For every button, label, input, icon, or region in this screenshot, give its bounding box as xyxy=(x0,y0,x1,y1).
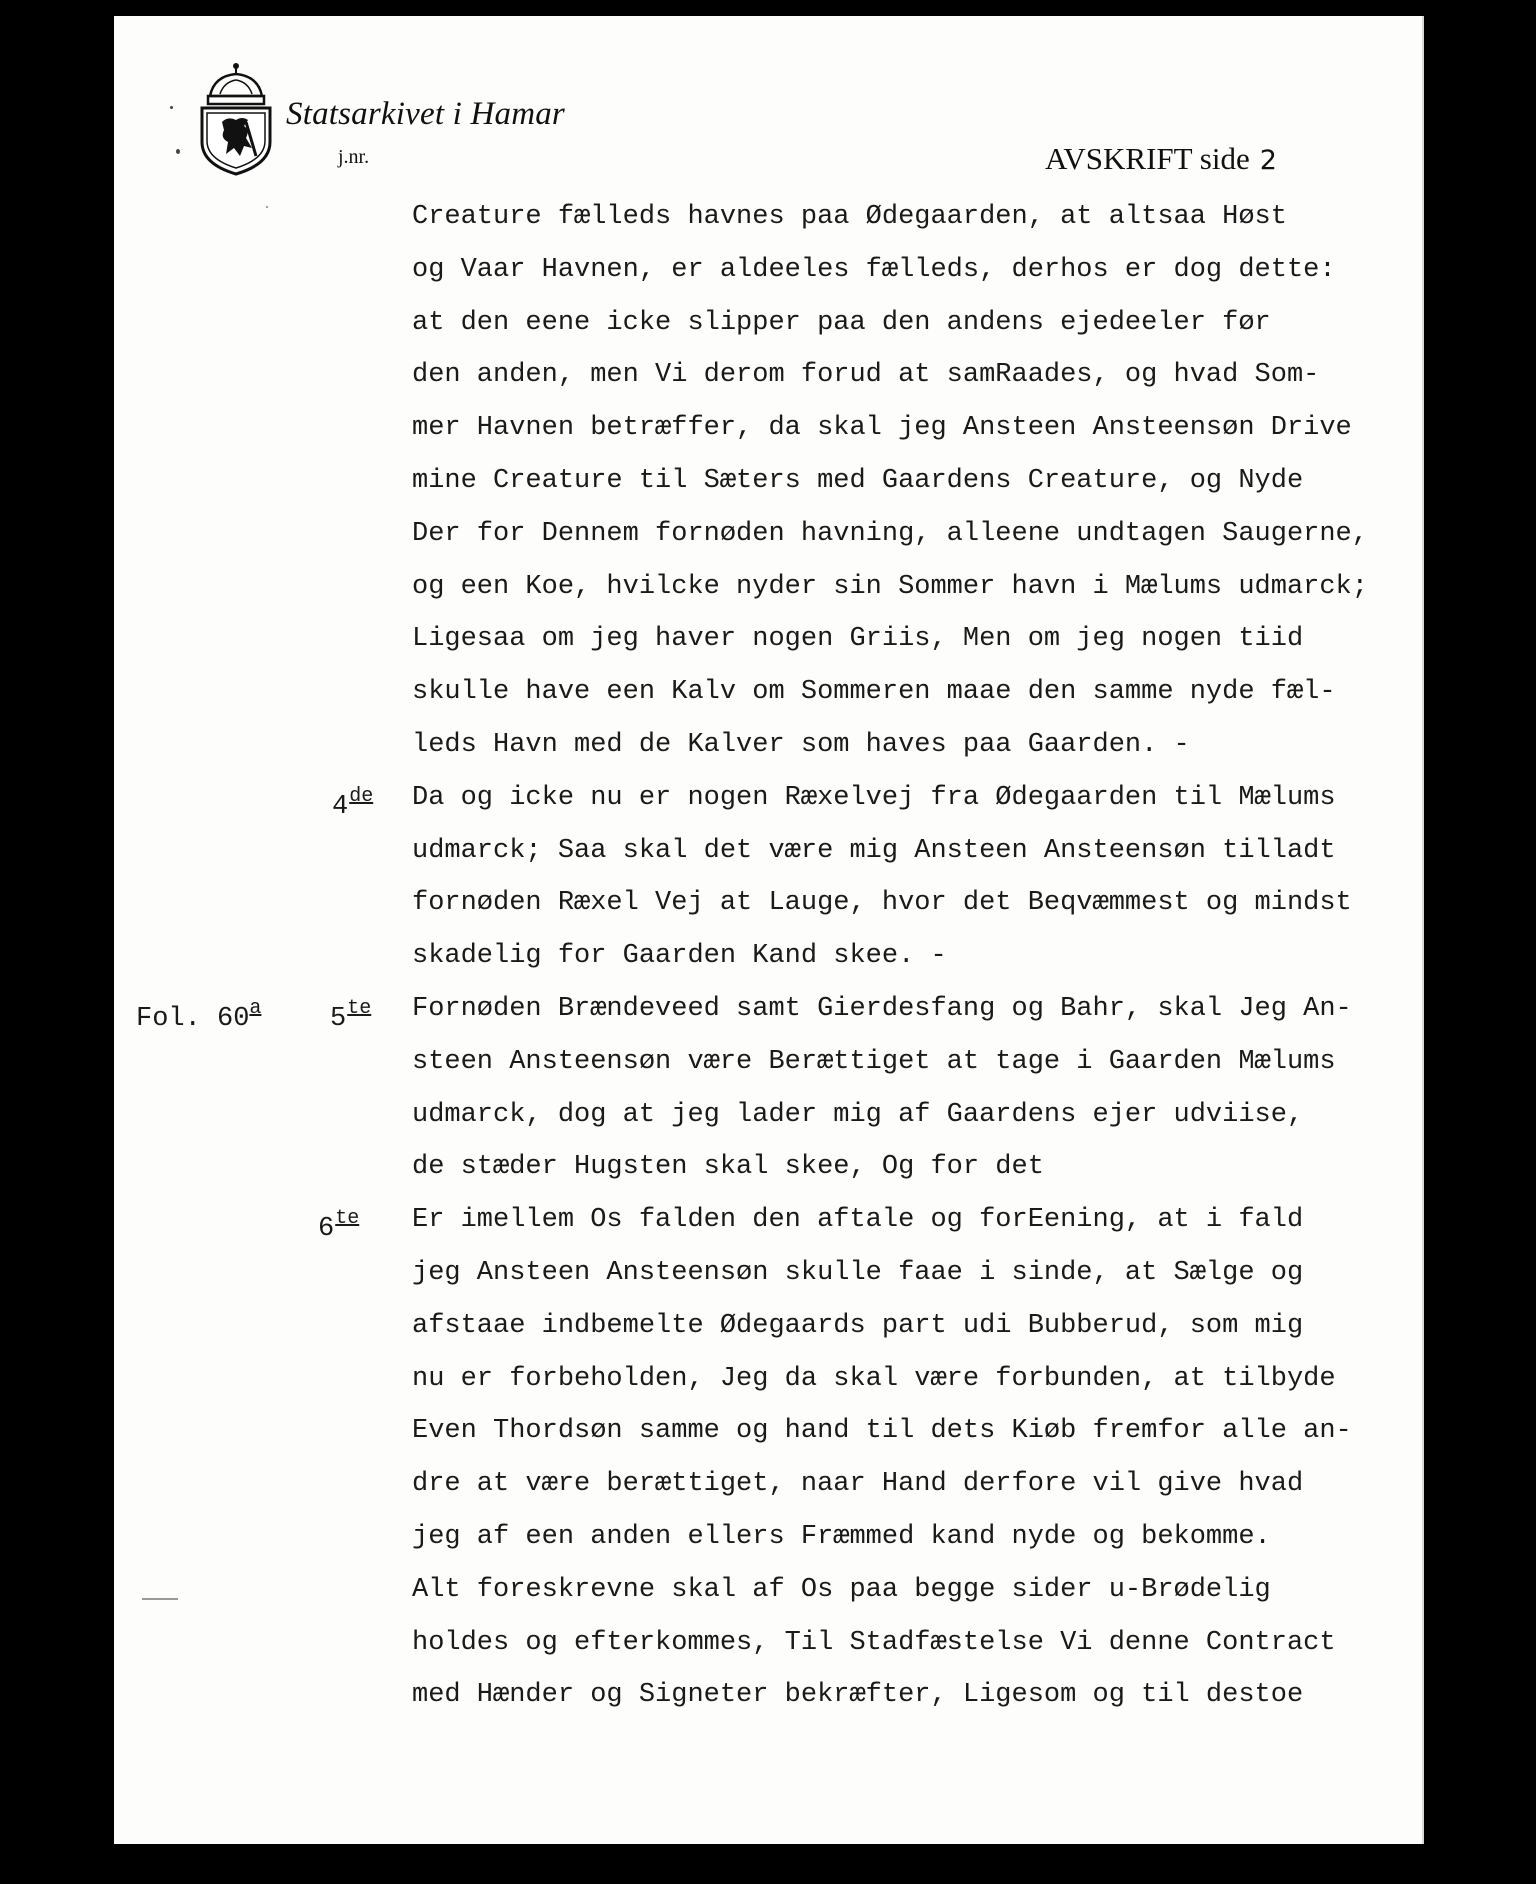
text-line: Alt foreskrevne skal af Os paa begge sider u-Brødelig xyxy=(412,1575,1271,1605)
scan-speck xyxy=(266,206,268,208)
text-line: dre at være berættiget, naar Hand derfore vil give hvad xyxy=(412,1469,1304,1499)
text-line: afstaae indbemelte Ødegaards part udi Bubberud, som mig xyxy=(412,1311,1304,1341)
scan-speck xyxy=(176,149,180,154)
text-line: Creature fælleds havnes paa Ødegaarden, at altsaa Høst xyxy=(412,202,1287,232)
avskrift-label: AVSKRIFT side xyxy=(1045,141,1250,176)
paragraph-marker-sup: te xyxy=(347,997,372,1020)
transcript-page-label xyxy=(1045,141,1277,177)
text-line: steen Ansteensøn være Berættiget at tage i Gaarden Mælums xyxy=(412,1047,1336,1077)
text-line: Da og icke nu er nogen Ræxelvej fra Ødegaarden til Mælums xyxy=(412,783,1336,813)
text-line: jeg Ansteen Ansteensøn skulle faae i sinde, at Sælge og xyxy=(412,1258,1304,1288)
margin-dash xyxy=(142,1598,178,1600)
text-line: at den eene icke slipper paa den andens ejedeeler før xyxy=(412,308,1271,338)
text-line: skadelig for Gaarden Kand skee. - xyxy=(412,941,947,971)
archive-name: Statsarkivet i Hamar xyxy=(286,96,565,132)
folio-sup: a xyxy=(249,997,262,1020)
text-line: fornøden Ræxel Vej at Lauge, hvor det Beqvæmmest og mindst xyxy=(412,888,1352,918)
paragraph-marker-num: 5 xyxy=(330,1004,347,1034)
page-number: 2 xyxy=(1259,145,1277,176)
paragraph-marker-num: 4 xyxy=(332,792,349,822)
text-line: holdes og efterkommes, Til Stadfæstelse Vi denne Contract xyxy=(412,1628,1336,1658)
paragraph-marker xyxy=(330,992,371,1036)
text-line: nu er forbeholden, Jeg da skal være forbunden, at tilbyde xyxy=(412,1364,1336,1394)
folio-text: Fol. 60 xyxy=(136,1004,250,1034)
text-line: og Vaar Havnen, er aldeeles fælleds, derhos er dog dette: xyxy=(412,255,1336,285)
paragraph-marker-sup: de xyxy=(349,785,374,808)
journal-number-label: j.nr. xyxy=(338,146,370,168)
norwegian-coat-of-arms-icon xyxy=(196,60,276,176)
text-line: Ligesaa om jeg haver nogen Griis, Men om jeg nogen tiid xyxy=(412,624,1304,654)
paragraph-marker-num: 6 xyxy=(318,1214,335,1244)
text-line: og een Koe, hvilcke nyder sin Sommer havn i Mælums udmarck; xyxy=(412,572,1368,602)
text-line: skulle have een Kalv om Sommeren maae den samme nyde fæl- xyxy=(412,677,1336,707)
text-line: den anden, men Vi derom forud at samRaades, og hvad Som- xyxy=(412,360,1320,390)
text-line: Er imellem Os falden den aftale og forEening, at i fald xyxy=(412,1205,1304,1235)
paragraph-marker xyxy=(332,780,373,824)
paragraph-marker-sup: te xyxy=(335,1207,360,1230)
text-line: leds Havn med de Kalver som haves paa Gaarden. - xyxy=(412,730,1190,760)
text-line: Even Thordsøn samme og hand til dets Kiøb fremfor alle an- xyxy=(412,1416,1352,1446)
folio-note xyxy=(136,992,261,1036)
text-line: jeg af een anden ellers Fræmmed kand nyde og bekomme. xyxy=(412,1522,1271,1552)
text-line: de stæder Hugsten skal skee, Og for det xyxy=(412,1152,1044,1182)
text-line: mine Creature til Sæters med Gaardens Creature, og Nyde xyxy=(412,466,1304,496)
document-page xyxy=(114,16,1424,1844)
text-line: Der for Dennem fornøden havning, alleene undtagen Saugerne, xyxy=(412,519,1368,549)
text-line: udmarck, dog at jeg lader mig af Gaardens ejer udviise, xyxy=(412,1100,1304,1130)
paragraph-marker xyxy=(318,1202,359,1246)
text-line: Fornøden Brændeveed samt Gierdesfang og Bahr, skal Jeg An- xyxy=(412,994,1352,1024)
scan-speck xyxy=(170,106,173,109)
text-line: mer Havnen betræffer, da skal jeg Ansteen Ansteensøn Drive xyxy=(412,413,1352,443)
text-line: med Hænder og Signeter bekræfter, Ligesom og til destoe xyxy=(412,1680,1304,1710)
text-line: udmarck; Saa skal det være mig Ansteen Ansteensøn tilladt xyxy=(412,836,1336,866)
